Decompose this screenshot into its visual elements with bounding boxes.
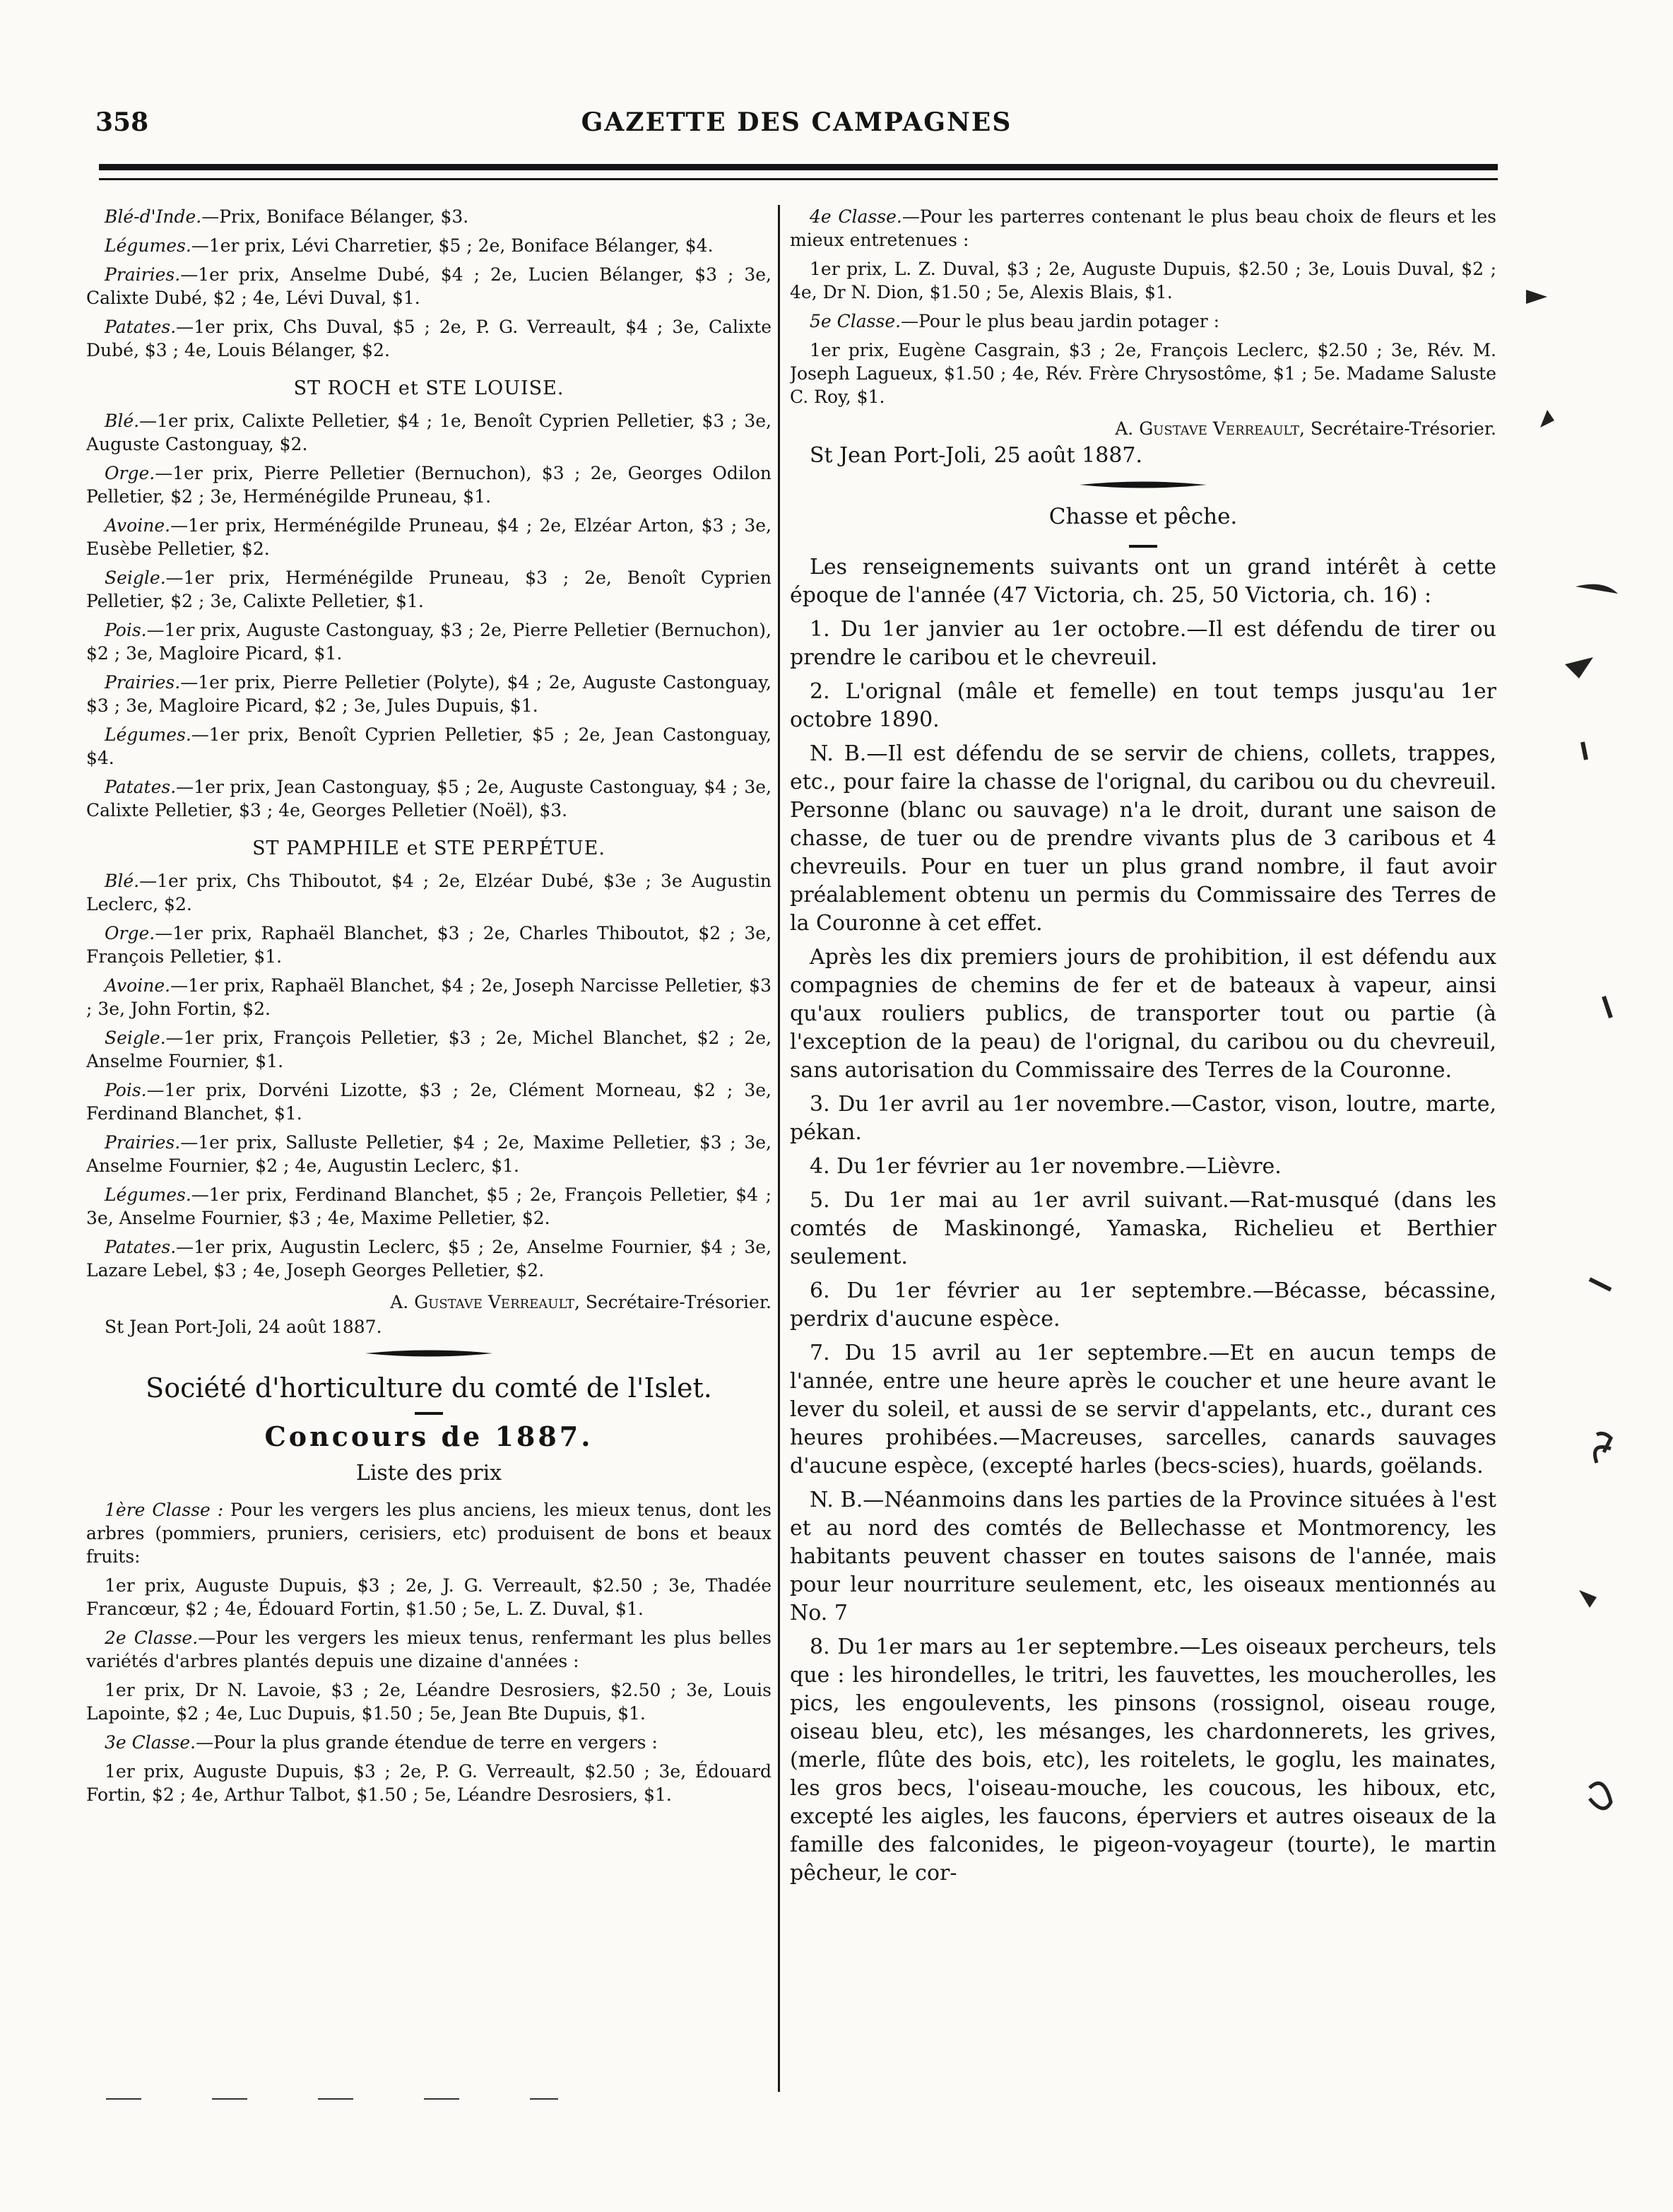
- paragraph: [86, 922, 772, 968]
- paragraph-label: 1ère Classe :: [105, 1500, 224, 1520]
- paragraph-text: —1er prix, Chs Thiboutot, $4 ; 2e, Elzéar Dubé, $3e ; 3e Augustin Leclerc, $2.: [86, 871, 772, 914]
- paragraph: [86, 1626, 772, 1673]
- paragraph-text: —1er prix, Pierre Pelletier (Polyte), $4 ; 2e, Auguste Castonguay, $3 ; 3e, Magloire Picard, $2 ; 3e, Jules Dupuis, $1.: [86, 672, 772, 716]
- header-rule-thin: [99, 178, 1498, 180]
- paragraph: [86, 1131, 772, 1177]
- chasse-paragraph: 1. Du 1er janvier au 1er octobre.—Il est défendu de tirer ou prendre le caribou et le chevreuil.: [790, 617, 1496, 670]
- chasse-paragraph: N. B.—Néanmoins dans les parties de la Province situées à l'est et au nord des comtés de Bellechasse et Montmorency, les habitants peuvent chasser en toutes saisons de l'année, mais pour leur nourriture seulement, etc, les oiseaux mentionnés au No. 7: [790, 1488, 1496, 1625]
- horticulture-prize-list: [86, 1498, 772, 1806]
- paragraph: [86, 566, 772, 613]
- paragraph: [86, 974, 772, 1020]
- liste-title: Liste des prix: [355, 1461, 502, 1486]
- signature-initial: A.: [390, 1292, 409, 1312]
- paragraph-text: —1er prix, Lévi Charretier, $5 ; 2e, Boniface Bélanger, $4.: [191, 235, 714, 256]
- paragraph-text: —1er prix, Ferdinand Blanchet, $5 ; 2e, François Pelletier, $4 ; 3e, Anselme Fournier, $3 ; 4e, Maxime Pelletier, $2.: [86, 1184, 772, 1228]
- chasse-text: [790, 553, 1496, 1888]
- separator-ornament: [1080, 480, 1207, 490]
- paragraph: [86, 1731, 772, 1754]
- chasse-paragraph: 5. Du 1er mai au 1er avril suivant.—Rat-musqué (dans les comtés de Maskinongé, Yamaska, Richelieu et Berthier seulement.: [790, 1188, 1496, 1269]
- signature-name: Gustave Verreault,: [414, 1292, 580, 1312]
- paragraph-label: 3e Classe.: [105, 1732, 196, 1753]
- paragraph-text: —1er prix, Raphaël Blanchet, $3 ; 2e, Charles Thiboutot, $2 ; 3e, François Pelletier, $1.: [86, 923, 772, 967]
- paragraph-text: —Prix, Boniface Bélanger, $3.: [201, 206, 469, 227]
- paragraph-label: Légumes.: [105, 235, 191, 256]
- paragraph-text: 1er prix, Auguste Dupuis, $3 ; 2e, J. G. Verreault, $2.50 ; 3e, Thadée Francœur, $2 ; 4e, Édouard Fortin, $1.50 ; 5e, L. Z. Duval, $1.: [86, 1575, 772, 1619]
- paragraph-text: Pour les vergers les plus anciens, les mieux tenus, dont les arbres (pommiers, pruniers, cerisiers, etc) produisent de bons et beaux fruits:: [86, 1500, 772, 1567]
- bottom-dashes: [92, 2092, 798, 2106]
- paragraph: [86, 315, 772, 362]
- paragraph-text: —1er prix, Salluste Pelletier, $4 ; 2e, Maxime Pelletier, $3 ; 3e, Anselme Fournier, $2 ; 4e, Augustin Leclerc, $1.: [86, 1132, 772, 1176]
- paragraph: [86, 1498, 772, 1568]
- concours-title: Concours de 1887.: [264, 1420, 593, 1452]
- paragraph-label: 2e Classe.: [105, 1628, 199, 1648]
- paragraph-text: —1er prix, Augustin Leclerc, $5 ; 2e, Anselme Fournier, $4 ; 3e, Lazare Lebel, $3 ; 4e, Joseph Georges Pelletier, $2.: [86, 1237, 772, 1281]
- society-title: Société d'horticulture du comté de l'Islet.: [146, 1372, 712, 1404]
- paragraph-label: Blé.: [105, 411, 140, 431]
- paragraph: [86, 1078, 772, 1125]
- chasse-title: Chasse et pêche.: [1048, 504, 1238, 529]
- paragraph-label: 4e Classe.: [810, 206, 902, 227]
- paragraph: [86, 409, 772, 456]
- section-heading-st-pamphile: ST PAMPHILE et STE PERPÉTUE.: [252, 837, 605, 859]
- paragraph-text: 1er prix, L. Z. Duval, $3 ; 2e, Auguste Dupuis, $2.50 ; 3e, Louis Duval, $2 ; 4e, Dr N. Dion, $1.50 ; 5e, Alexis Blais, $1.: [790, 259, 1496, 302]
- right-column: [790, 205, 1496, 2099]
- paragraph-text: —1er prix, Jean Castonguay, $5 ; 2e, Auguste Castonguay, $4 ; 3e, Calixte Pelletier, $3 ; 4e, Georges Pelletier (Noël), $3.: [86, 777, 772, 820]
- left-column: [86, 205, 772, 2078]
- paragraph-label: Patates.: [105, 777, 177, 797]
- paragraph: [86, 1235, 772, 1282]
- paragraph-label: Patates.: [105, 1237, 177, 1257]
- paragraph: [86, 775, 772, 822]
- chasse-paragraph: 6. Du 1er février au 1er septembre.—Bécasse, bécassine, perdrix d'aucune espèce.: [790, 1278, 1496, 1331]
- chasse-paragraph: 7. Du 15 avril au 1er septembre.—Et en aucun temps de l'année, entre une heure après le coucher et une heure avant le lever du soleil, et aussi de se servir d'appelants, etc., durant ces heures prohibées.—Macreuses, sarcelles, canards sauvages d'aucune espèce, (excepté harles (becs-scies), huards, goëlands.: [790, 1341, 1496, 1478]
- chasse-paragraph: Les renseignements suivants ont un grand intérêt à cette époque de l'année (47 Victoria, ch. 25, 50 Victoria, ch. 16) :: [790, 555, 1496, 608]
- paragraph: [790, 310, 1496, 333]
- paragraph: [86, 869, 772, 916]
- paragraph-text: —1er prix, Raphaël Blanchet, $4 ; 2e, Joseph Narcisse Pelletier, $3 ; 3e, John Fortin, $2.: [86, 975, 772, 1019]
- signature-name: Gustave Verreault,: [1139, 418, 1305, 439]
- paragraph-text: 1er prix, Dr N. Lavoie, $3 ; 2e, Léandre Desrosiers, $2.50 ; 3e, Louis Lapointe, $2 ; 4e, Luc Dupuis, $1.50 ; 5e, Jean Bte Dupuis, $1.: [86, 1680, 772, 1724]
- paragraph-label: Seigle.: [105, 567, 166, 588]
- page-number: 358: [95, 107, 149, 137]
- paragraph-label: Prairies.: [105, 672, 181, 693]
- paragraph: [86, 671, 772, 717]
- paragraph-label: Pois.: [105, 620, 147, 640]
- paragraph-label: Patates.: [105, 317, 177, 337]
- paragraph: [86, 1678, 772, 1725]
- signature: [86, 1292, 772, 1312]
- signature: [790, 418, 1496, 439]
- signature-title: Secrétaire-Trésorier.: [1310, 418, 1496, 439]
- paragraph-text: —1er prix, Auguste Castonguay, $3 ; 2e, Pierre Pelletier (Bernuchon), $2 ; 3e, Magloire Picard, $1.: [86, 620, 772, 664]
- paragraph-text: —1er prix, François Pelletier, $3 ; 2e, Michel Blanchet, $2 ; 2e, Anselme Fournier, $1.: [86, 1028, 772, 1071]
- paragraph-label: Blé-d'Inde.: [105, 206, 202, 227]
- paragraph-label: Légumes.: [105, 724, 191, 745]
- paragraph-label: Avoine.: [105, 515, 171, 536]
- short-dash: [1129, 545, 1157, 548]
- paragraph: [86, 1574, 772, 1620]
- paragraph: [86, 461, 772, 508]
- paragraph-label: Orge.: [105, 923, 155, 943]
- dateline: St Jean Port-Joli, 25 août 1887.: [810, 443, 1143, 468]
- dateline: St Jean Port-Joli, 24 août 1887.: [105, 1317, 382, 1337]
- prize-list-top: [86, 205, 772, 362]
- paragraph: [790, 205, 1496, 252]
- paragraph-label: Seigle.: [105, 1028, 166, 1048]
- paragraph: [790, 257, 1496, 304]
- paragraph-text: 1er prix, Eugène Casgrain, $3 ; 2e, François Leclerc, $2.50 ; 3e, Rév. M. Joseph Lagueux, $1.50 ; 4e, Rév. Frère Chrysostôme, $1 ; 5e. Madame Saluste C. Roy, $1.: [790, 340, 1496, 407]
- paragraph-label: Orge.: [105, 463, 155, 483]
- paragraph-text: —1er prix, Chs Duval, $5 ; 2e, P. G. Verreault, $4 ; 3e, Calixte Dubé, $3 ; 4e, Louis Bélanger, $2.: [86, 317, 772, 360]
- chasse-paragraph: 8. Du 1er mars au 1er septembre.—Les oiseaux percheurs, tels que : les hirondelles, le tritri, les fauvettes, les moucherolles, les pics, les engoulevents, les pinsons (rossignol, oiseau rouge, oiseau bleu, etc), les mésanges, les chardonnerets, les grives, (merle, flûte des bois, etc), les roitelets, le goglu, les mainates, les gros becs, l'oiseau-mouche, les coucous, les hiboux, etc, excepté les aigles, les faucons, éperviers et autres oiseaux de la famille des falconides, le pigeon-voyageur (tourte), le martin pêcheur, le cor-: [790, 1635, 1496, 1886]
- short-dash: [415, 1412, 443, 1415]
- column-divider: [778, 205, 780, 2092]
- paragraph: [86, 1183, 772, 1230]
- chasse-paragraph: Après les dix premiers jours de prohibition, il est défendu aux compagnies de chemins de fer et de bateaux à vapeur, ainsi qu'aux rouliers publics, de transporter tout ou partie (à l'exception de la peau) de l'orignal, du caribou ou du chevreuil, sans autorisation du Commissaire des Terres de la Couronne.: [790, 945, 1496, 1083]
- header-rule-thick: [99, 164, 1498, 170]
- paragraph-text: —1er prix, Benoît Cyprien Pelletier, $5 ; 2e, Jean Castonguay, $4.: [86, 724, 772, 768]
- paragraph: [86, 723, 772, 770]
- paragraph: [86, 263, 772, 310]
- paragraph-label: Blé.: [105, 871, 140, 891]
- chasse-paragraph: N. B.—Il est défendu de se servir de chiens, collets, trappes, etc., pour faire la chasse de l'orignal, du caribou ou du chevreuil. Personne (blanc ou sauvage) n'a le droit, durant une saison de chasse, de tuer ou de prendre vivants plus de 3 caribous et 4 chevreuils. Pour en tuer un plus grand nombre, il faut avoir préalablement obtenu un permis du Commissaire des Terres de la Couronne à cet effet.: [790, 741, 1496, 936]
- chasse-paragraph: 2. L'orignal (mâle et femelle) en tout temps jusqu'au 1er octobre 1890.: [790, 679, 1496, 732]
- paragraph-text: —Pour le plus beau jardin potager :: [901, 311, 1220, 331]
- paragraph-text: —Pour la plus grande étendue de terre en vergers :: [196, 1732, 658, 1753]
- running-title: GAZETTE DES CAMPAGNES: [581, 107, 1012, 137]
- paragraph-label: Avoine.: [105, 975, 171, 996]
- paragraph: [790, 339, 1496, 408]
- paragraph-label: Prairies.: [105, 264, 181, 285]
- section-heading-st-roch: ST ROCH et STE LOUISE.: [293, 377, 564, 399]
- paragraph-text: —1er prix, Herménégilde Pruneau, $3 ; 2e, Benoît Cyprien Pelletier, $2 ; 3e, Calixte Pelletier, $1.: [86, 567, 772, 611]
- paragraph-text: 1er prix, Auguste Dupuis, $3 ; 2e, P. G. Verreault, $2.50 ; 3e, Édouard Fortin, $2 ; 4e, Arthur Talbot, $1.50 ; 5e, Léandre Desrosiers, $1.: [86, 1761, 772, 1805]
- paragraph: [86, 514, 772, 560]
- chasse-paragraph: 3. Du 1er avril au 1er novembre.—Castor, vison, loutre, marte, pékan.: [790, 1092, 1496, 1145]
- paragraph-label: 5e Classe.: [810, 311, 901, 331]
- page-header: [95, 107, 1498, 143]
- paragraph: [86, 1760, 772, 1806]
- prize-list-st-roch: [86, 409, 772, 822]
- paragraph: [86, 205, 772, 228]
- paragraph: [86, 234, 772, 257]
- paragraph-text: —1er prix, Dorvéni Lizotte, $3 ; 2e, Clément Morneau, $2 ; 3e, Ferdinand Blanchet, $1.: [86, 1080, 772, 1124]
- prize-list-st-pamphile: [86, 869, 772, 1282]
- paragraph-text: —1er prix, Herménégilde Pruneau, $4 ; 2e, Elzéar Arton, $3 ; 3e, Eusèbe Pelletier, $2.: [86, 515, 772, 559]
- signature-title: Secrétaire-Trésorier.: [585, 1292, 772, 1312]
- paragraph-text: —Pour les vergers les mieux tenus, renfermant les plus belles variétés d'arbres plantés depuis une dizaine d'années :: [86, 1628, 772, 1671]
- paragraph-text: —Pour les parterres contenant le plus beau choix de fleurs et les mieux entretenues :: [790, 206, 1496, 250]
- paragraph-text: —1er prix, Pierre Pelletier (Bernuchon), $3 ; 2e, Georges Odilon Pelletier, $2 ; 3e, Herménégilde Pruneau, $1.: [86, 463, 772, 507]
- margin-marks: [1512, 177, 1653, 2155]
- paragraph-label: Prairies.: [105, 1132, 181, 1153]
- paragraph-label: Pois.: [105, 1080, 147, 1100]
- chasse-paragraph: 4. Du 1er février au 1er novembre.—Lièvre.: [810, 1154, 1282, 1179]
- separator-ornament: [365, 1348, 492, 1358]
- paragraph: [86, 618, 772, 665]
- paragraph-label: Légumes.: [105, 1184, 191, 1205]
- paragraph-text: —1er prix, Calixte Pelletier, $4 ; 1e, Benoît Cyprien Pelletier, $3 ; 3e, Auguste Castonguay, $2.: [86, 411, 772, 454]
- signature-initial: A.: [1115, 418, 1134, 439]
- paragraph: [86, 1026, 772, 1073]
- paragraph-text: —1er prix, Anselme Dubé, $4 ; 2e, Lucien Bélanger, $3 ; 3e, Calixte Dubé, $2 ; 4e, Lévi Duval, $1.: [86, 264, 772, 308]
- prize-list-continued: [790, 205, 1496, 408]
